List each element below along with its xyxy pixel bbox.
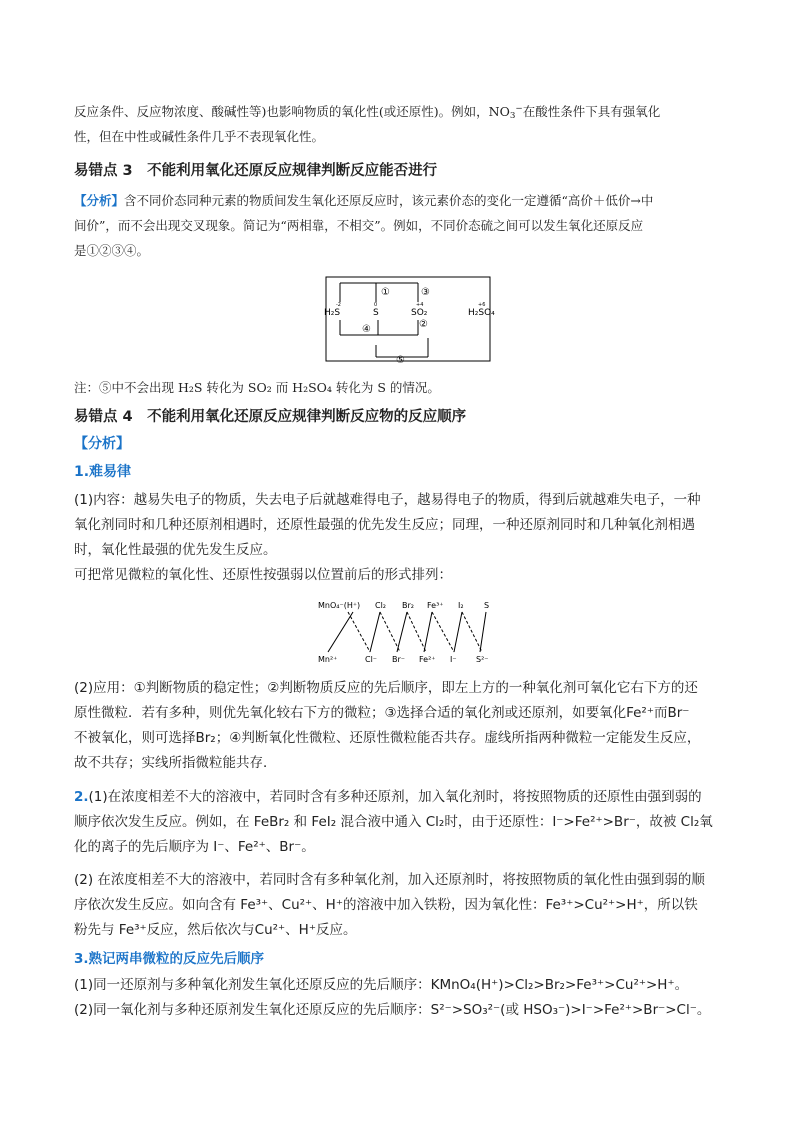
solid-line [397,612,407,652]
paragraph-sequences [74,973,734,1023]
paragraph-oxidizing-condition [74,99,734,149]
note-point3: 注：⑤中不会出现 H₂S 转化为 SO₂ 而 H₂SO₄ 转化为 S 的情况。 [74,380,440,395]
text-line: 原性微粒．若有多种，则优先氧化较右下方的微粒；③选择合适的氧化剂或还原剂，如要氧化Fe²⁺而Br⁻ [74,705,690,721]
text-line: (1)在浓度相差不大的溶液中，若同时含有多种还原剂，加入氧化剂时，将按照物质的还原性由强到弱的 [88,789,702,805]
text-line: (2)同一氧化剂与多种还原剂发生氧化还原反应的先后顺序：S²⁻>SO₃²⁻(或 HSO₃⁻)>I⁻>Fe²⁺>Br⁻>Cl⁻。 [74,1002,711,1018]
solid-line [370,612,380,652]
text-line: 性，但在中性或碱性条件几乎不表现氧化性。 [74,129,325,144]
diagram-outer-box [326,277,490,361]
subheading-2: 2. [74,789,89,805]
paragraph-reducer-order [74,785,734,860]
solid-line [328,612,353,652]
species-h2s: H₂S [324,308,341,318]
dashed-line [432,612,454,652]
top-species-2: Cl₂ [375,601,387,610]
top-species-5: I₂ [458,601,464,610]
superscript: − [515,104,523,115]
text-line: 化的离子的先后顺序为 I⁻、Fe²⁺、Br⁻。 [74,839,315,855]
text-line: (1)内容：越易失电子的物质，失去电子后就越难得电子，越易得电子的物质，得到后就越难失电子，一种 [74,492,701,508]
paragraph-application [74,676,734,776]
valence-so2: +4 [416,302,424,308]
dashed-line [407,612,426,652]
species-h2so4: H₂SO₄ [468,308,495,318]
paragraph-point3-analysis [74,188,734,263]
top-species-4: Fe³⁺ [427,601,444,610]
text-line: 反应条件、反应物浓度、酸碱性等)也影响物质的氧化性(或还原性)。例如，NO [74,104,510,119]
section-title-point3: 易错点 3 不能利用氧化还原反应规律判断反应能否进行 [74,163,438,179]
top-species-1: MnO₄⁻(H⁺) [318,601,361,610]
mark-5: ⑤ [396,355,405,365]
dashed-line [380,612,400,652]
mark-3: ③ [421,287,430,298]
text-line: 在酸性条件下具有强氧化 [522,104,661,119]
sulfur-valence-diagram [318,275,498,365]
bottom-species-2: Cl⁻ [365,655,378,664]
subheading-3 [74,947,734,972]
subscript: 3 [509,111,516,122]
species-s: S [373,308,379,318]
section-title-point4: 易错点 4 不能利用氧化还原反应规律判断反应物的反应顺序 [74,409,467,425]
subheading-1 [74,460,734,485]
valence-h2s: -2 [336,302,341,308]
text-line: (1)同一还原剂与多种氧化剂发生氧化还原反应的先后顺序：KMnO₄(H⁺)>Cl₂>Br₂>Fe³⁺>Cu²⁺>H⁺。 [74,977,689,993]
text-line: 氧化剂同时和几种还原剂相遇时，还原性最强的优先发生反应；同理，一种还原剂同时和几种氧化剂相遇 [74,517,695,533]
subheading-text: 1.难易律 [74,464,132,480]
solid-line [424,612,432,652]
text-line: 时，氧化性最强的优先发生反应。 [74,542,277,558]
analysis-tag: 【分析】 [74,193,125,208]
paragraph-oxidizer-order [74,868,734,943]
text-line: 粉先与 Fe³⁺反应，然后依次与Cu²⁺、H⁺反应。 [74,922,357,938]
bottom-species-3: Br⁻ [392,655,405,664]
top-species-3: Br₂ [402,601,414,610]
text-line: 含不同价态同种元素的物质间发生氧化还原反应时，该元素价态的变化一定遵循“高价＋低价→中 [124,193,654,208]
text-line: 是①②③④。 [74,243,150,258]
text-line: 故不共存；实线所指微粒能共存． [74,755,277,771]
dashed-line [348,612,370,652]
valence-h2so4: +6 [478,302,486,308]
text-line: 顺序依次发生反应。例如，在 FeBr₂ 和 FeI₂ 混合液中通入 Cl₂时，由于还原性：I⁻>Fe²⁺>Br⁻，故被 Cl₂氧 [74,814,713,830]
analysis-tag-point4: 【分析】 [74,436,130,452]
mark-2: ② [419,319,428,330]
text-line: (2) 在浓度相差不大的溶液中，若同时含有多种氧化剂，加入还原剂时，将按照物质的氧化性由强到弱的顺 [74,872,705,888]
dashed-line [462,612,482,652]
text-line: 序依次发生反应。如向含有 Fe³⁺、Cu²⁺、H⁺的溶液中加入铁粉，因为氧化性：Fe³⁺>Cu²⁺>H⁺，所以铁 [74,897,698,913]
text-line: 可把常见微粒的氧化性、还原性按强弱以位置前后的形式排列： [74,567,452,583]
bottom-species-5: I⁻ [450,655,457,664]
bottom-species-1: Mn²⁺ [318,655,338,664]
bottom-species-6: S²⁻ [476,655,489,664]
bottom-species-4: Fe²⁺ [419,655,436,664]
text-line: 间价”，而不会出现交叉现象。简记为“两相靠，不相交”。例如，不同价态硫之间可以发生氧化还原反应 [74,218,644,233]
subheading-text: 3.熟记两串微粒的反应先后顺序 [74,951,265,967]
top-species-6: S [484,601,490,610]
mark-4: ④ [362,324,371,335]
solid-line [480,612,486,652]
valence-s: 0 [374,302,378,308]
species-so2: SO₂ [411,308,428,318]
text-line: (2)应用：①判断物质的稳定性；②判断物质反应的先后顺序，即左上方的一种氧化剂可氧化它右下方的还 [74,680,698,696]
mark-1: ① [381,287,390,298]
solid-line [454,612,462,652]
paragraph-content [74,488,734,588]
text-line: 不被氧化，则可选择Br₂；④判断氧化性微粒、还原性微粒能否共存。虚线所指两种微粒一定能发生反应， [74,730,701,746]
redox-strength-diagram [318,598,498,668]
